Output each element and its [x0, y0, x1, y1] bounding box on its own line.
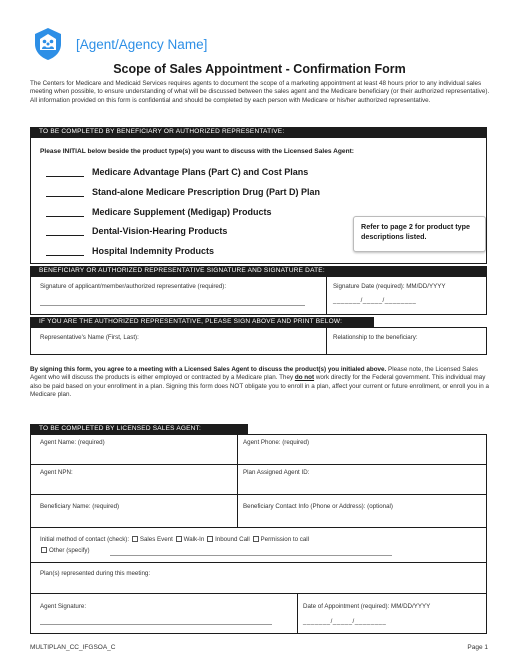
inbound-call-label: Inbound Call: [215, 536, 250, 543]
other-line[interactable]: [110, 555, 392, 556]
beneficiary-name-label: Beneficiary Name: (required): [40, 503, 120, 510]
product-row[interactable]: [46, 183, 320, 197]
column-divider: [237, 434, 238, 527]
agency-name: [Agent/Agency Name]: [76, 36, 208, 52]
signature-box: [30, 276, 487, 315]
agent-signature-label: Agent Signature:: [40, 603, 87, 610]
contact-method-row: [40, 536, 309, 543]
band-beneficiary: TO BE COMPLETED BY BENEFICIARY OR AUTHORIZED REPRESENTATIVE:: [30, 127, 487, 137]
appointment-date-label: Date of Appointment (required): MM/DD/YYYY: [303, 603, 431, 610]
consent-underlined: do not: [294, 374, 315, 382]
band-agent: TO BE COMPLETED BY LICENSED SALES AGENT:: [30, 424, 248, 434]
inbound-call-checkbox[interactable]: [207, 536, 213, 542]
other-checkbox[interactable]: [41, 547, 47, 553]
initial-blank[interactable]: [46, 167, 84, 177]
row-divider: [30, 494, 487, 495]
signature-divider: [326, 276, 327, 315]
product-label: Medicare Supplement (Medigap) Products: [92, 207, 272, 217]
form-code: MULTIPLAN_CC_IFGSOA_C: [30, 644, 116, 651]
consent-text-1: Please note, the Licensed Sales Agent who will discuss the products is either employed or contracted by a Medicare plan. They: [30, 366, 479, 382]
walk-in-label: Walk-In: [183, 536, 205, 543]
intro-paragraph: The Centers for Medicare and Medicaid Services requires agents to document the scope of a marketing appointment at least 48 hours prior to any individual sales meeting when possible, to ensure understanding of what will be discussed between the sales agent and the Medicare beneficiary (or their authorized representative). All information provided on this form is confidential and should be completed by each person with Medicare or his/her authorized representative.: [30, 80, 490, 104]
relationship-label: Relationship to the beneficiary:: [333, 334, 418, 341]
agent-name-label: Agent Name: (required): [40, 439, 105, 446]
initial-instruction: Please INITIAL below beside the product type(s) you want to discuss with the Licensed Sales Agent:: [40, 148, 354, 155]
sales-event-checkbox[interactable]: [132, 536, 138, 542]
representative-divider: [326, 327, 327, 355]
signature-label: Signature of applicant/member/authorized representative (required):: [40, 283, 227, 290]
product-row[interactable]: [46, 222, 227, 236]
initial-blank[interactable]: [46, 226, 84, 236]
initial-blank[interactable]: [46, 207, 84, 217]
product-label: Hospital Indemnity Products: [92, 246, 215, 256]
page-title: Scope of Sales Appointment - Confirmation Form: [113, 62, 406, 76]
appointment-date-field[interactable]: _______/_____/________: [303, 618, 387, 625]
plan-agent-id-label: Plan Assigned Agent ID:: [243, 469, 310, 476]
product-label: Dental-Vision-Hearing Products: [92, 226, 228, 236]
beneficiary-contact-label: Beneficiary Contact Info (Phone or Address): (optional): [243, 503, 393, 510]
consent-paragraph: [30, 366, 490, 400]
signature-date-field[interactable]: _______/_____/________: [333, 297, 417, 304]
agent-phone-label: Agent Phone: (required): [243, 439, 310, 446]
band-signature: BENEFICIARY OR AUTHORIZED REPRESENTATIVE SIGNATURE AND SIGNATURE DATE:: [30, 266, 487, 276]
walk-in-checkbox[interactable]: [176, 536, 182, 542]
band-representative: IF YOU ARE THE AUTHORIZED REPRESENTATIVE, PLEASE SIGN ABOVE AND PRINT BELOW:: [30, 317, 374, 327]
permission-to-call-checkbox[interactable]: [253, 536, 259, 542]
initial-blank[interactable]: [46, 246, 84, 256]
signature-line[interactable]: [40, 305, 305, 306]
representative-name-label: Representative's Name (First, Last):: [40, 334, 139, 341]
header-logo-row: [30, 26, 207, 62]
representative-box: [30, 327, 487, 355]
contact-method-label: Initial method of contact (check):: [40, 536, 130, 543]
row-divider: [30, 562, 487, 563]
other-label: Other (specify): [49, 547, 90, 554]
signature-date-label: Signature Date (required): MM/DD/YYYY: [333, 283, 446, 290]
agent-npn-label: Agent NPN:: [40, 469, 73, 476]
sales-event-label: Sales Event: [139, 536, 173, 543]
permission-to-call-label: Permission to call: [260, 536, 310, 543]
product-label: Medicare Advantage Plans (Part C) and Cost Plans: [92, 167, 309, 177]
product-row[interactable]: [46, 203, 272, 217]
page-number: Page 1: [467, 644, 488, 651]
consent-bold: By signing this form, you agree to a meeting with a Licensed Sales Agent to discuss the product(s) you initialed above.: [30, 366, 387, 373]
row-divider: [30, 464, 487, 465]
plans-represented-label: Plan(s) represented during this meeting:: [40, 570, 151, 577]
refer-note: Refer to page 2 for product type descriptions listed.: [353, 216, 486, 252]
row-divider: [30, 527, 487, 528]
product-row[interactable]: [46, 163, 308, 177]
consent-text-2: work directly for the Federal government. This individual may also be paid based on your enrollment in a plan. Signing this form does NOT obligate you to enroll in a plan, affect your current or future enrollment, or enroll you in a Medicare plan.: [30, 374, 490, 399]
shield-family-logo-icon: [30, 26, 66, 62]
product-label: Stand-alone Medicare Prescription Drug (Part D) Plan: [92, 187, 321, 197]
other-row: [40, 547, 90, 554]
agent-signature-line[interactable]: [40, 624, 272, 625]
product-row[interactable]: [46, 242, 214, 256]
column-divider: [297, 593, 298, 634]
initial-blank[interactable]: [46, 187, 84, 197]
row-divider: [30, 593, 487, 594]
